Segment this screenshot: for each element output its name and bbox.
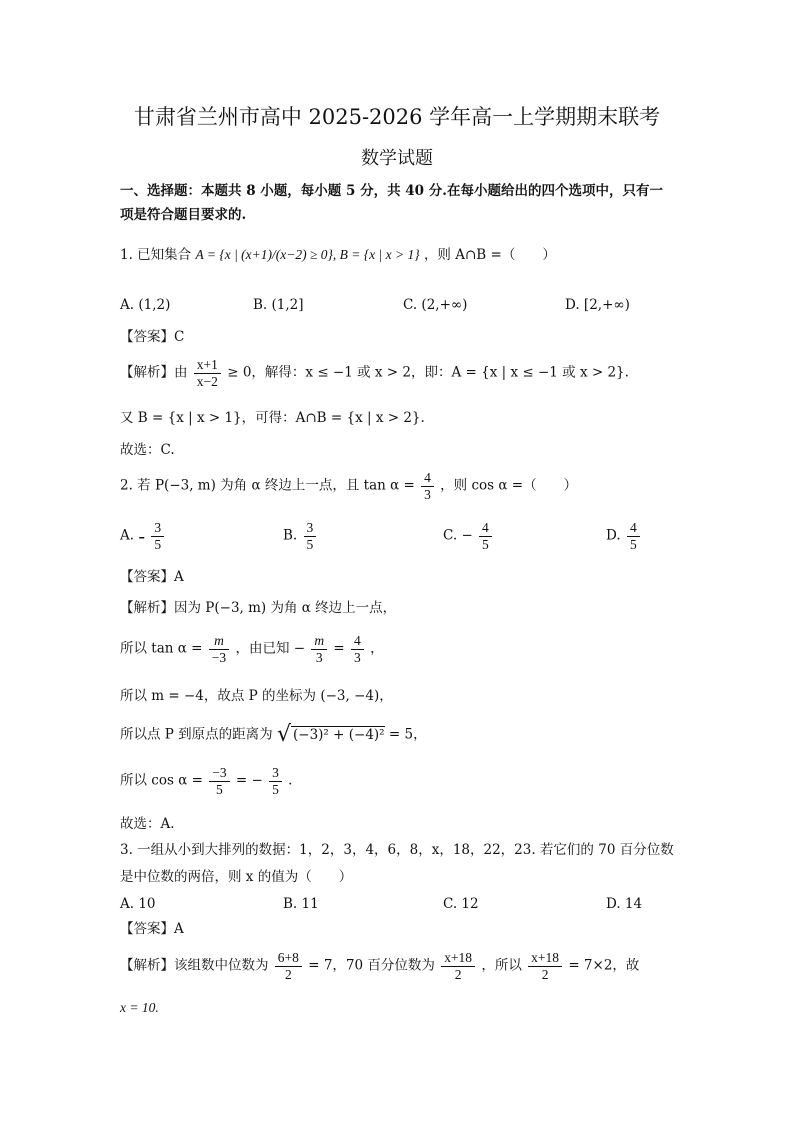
q2-option-a-sign: - [138, 524, 146, 549]
q2-sol2-mid: ，由已知 − [235, 640, 306, 657]
frac-numerator: 4 [479, 520, 492, 537]
q2-answer: 【答案】A [120, 569, 184, 585]
sqrt-icon: √ [276, 722, 291, 747]
q2-option-d [606, 520, 642, 552]
q2-option-d-label: D. [606, 527, 621, 544]
frac-denominator: 2 [454, 966, 462, 982]
q3-stem-line1: 3. 一组从小到大排列的数据：1，2，3，4，6，8，x，18，22，23. 若它们的 70 百分位数 [120, 842, 674, 858]
q1-stem [120, 247, 684, 263]
q2-sol5-fraction1 [209, 765, 229, 797]
q1-solution-line2: 又 B = {x | x > 1}，可得：A∩B = {x | x > 2}. [120, 410, 425, 426]
frac-denominator: 2 [284, 966, 292, 982]
q2-sol2-prefix: 所以 tan α = [120, 640, 203, 657]
q2-tan-fraction [421, 470, 434, 502]
frac-numerator: 4 [421, 470, 434, 487]
q3-percentile-fraction [441, 950, 475, 982]
q2-option-c-fraction [479, 520, 492, 552]
q1-sol-ineq: ≥ 0，解得：x ≤ −1 或 x > 2，即：A = {x | x ≤ −1 或 x > 2}. [227, 364, 629, 381]
frac-numerator: 4 [627, 520, 640, 537]
q3-solution-line2: x = 10. [120, 1000, 159, 1015]
frac-numerator: x+1 [194, 357, 221, 374]
q2-option-c-sign: − [461, 527, 473, 544]
frac-numerator: −3 [209, 765, 229, 782]
q2-stem-suffix: ，则 cos α =（ ） [440, 477, 578, 494]
q2-option-a [120, 520, 166, 552]
q2-sol4-prefix: 所以点 P 到原点的距离为 [120, 726, 273, 743]
q2-option-a-fraction [151, 520, 164, 552]
q1-option-b: B. (1,2] [253, 297, 304, 313]
q2-option-b-label: B. [283, 527, 298, 544]
q2-option-b [283, 520, 318, 552]
q2-solution-line1: 【解析】因为 P(−3, m) 为角 α 终边上一点， [120, 600, 397, 616]
q3-median-fraction [275, 950, 302, 982]
q1-answer: 【答案】C [120, 329, 185, 345]
frac-denominator: 5 [154, 536, 162, 552]
q3-stem-line2: 是中位数的两倍，则 x 的值为（ ） [120, 869, 353, 885]
q1-option-c: C. (2,+∞) [403, 297, 468, 313]
frac-numerator: m [209, 633, 229, 650]
q3-answer: 【答案】A [120, 921, 184, 937]
section-heading-line1: 一、选择题：本题共 8 小题，每小题 5 分，共 40 分.在每小题给出的四个选项中，只有一 [120, 183, 663, 199]
q2-option-a-label: A. [120, 527, 135, 544]
q2-solution-line6: 故选：A. [120, 816, 175, 832]
q3-sol-suffix: = 7×2，故 [568, 957, 640, 974]
q1-option-a: A. (1,2) [120, 297, 171, 313]
q2-sol4-radicand: (−3)² + (−4)² [293, 726, 385, 743]
q3-solution-line1 [120, 950, 684, 982]
q1-solution-line1 [120, 357, 684, 389]
frac-numerator: x+18 [528, 950, 562, 967]
q2-sol2-fraction-43 [351, 633, 364, 665]
q2-solution-line5: 所以 cos α = $\frac{-3}{5}$ = − $\frac{3}{5}$ . [120, 765, 293, 797]
frac-numerator: 3 [269, 765, 282, 782]
q2-sol2-fraction-m [209, 633, 229, 665]
q3-option-d: D. 14 [606, 896, 643, 912]
q2-solution-line3: 所以 m = −4，故点 P 的坐标为 (−3, −4)， [120, 688, 393, 704]
q3-option-c: C. 12 [443, 896, 479, 912]
frac-numerator: 6+8 [275, 950, 302, 967]
frac-denominator: 5 [629, 536, 637, 552]
q3-sol-prefix: 【解析】该组数中位数为 [120, 957, 269, 974]
q2-sol5-prefix: 所以 cos α = [120, 772, 203, 789]
q2-option-c [443, 520, 494, 552]
q3-sol-mid2: ，所以 [481, 957, 522, 974]
frac-denominator: 3 [354, 649, 361, 665]
frac-denominator: 2 [541, 966, 549, 982]
q2-stem [120, 470, 684, 502]
frac-denominator: −3 [211, 649, 227, 665]
frac-numerator: 4 [351, 633, 364, 650]
q1-stem-suffix: ，则 A∩B =（ ） [423, 247, 556, 263]
q1-sol-fraction [194, 357, 221, 389]
q2-sol5-fraction2 [269, 765, 282, 797]
frac-numerator: m [311, 633, 327, 650]
frac-denominator: 5 [306, 536, 314, 552]
frac-numerator: x+18 [441, 950, 475, 967]
q1-sol-prefix: 【解析】由 [120, 364, 188, 381]
q1-sets: A = {x | (x+1)/(x−2) ≥ 0}, B = {x | x > 1} [195, 247, 420, 262]
q2-option-b-fraction [304, 520, 317, 552]
frac-numerator: 3 [304, 520, 317, 537]
q2-solution-line4 [120, 722, 684, 748]
q3-option-a: A. 10 [120, 896, 156, 912]
q2-option-d-fraction [627, 520, 640, 552]
q1-solution-line3: 故选：C. [120, 442, 175, 458]
frac-denominator: 5 [272, 781, 279, 797]
exam-subtitle: 数学试题 [361, 148, 433, 169]
section-heading-line2: 项是符合题目要求的. [120, 207, 247, 223]
frac-numerator: 3 [151, 520, 164, 537]
q1-option-d: D. [2,+∞) [565, 297, 630, 313]
frac-denominator: 5 [216, 781, 223, 797]
q2-sol4-suffix: = 5， [388, 726, 427, 743]
q3-option-b: B. 11 [283, 896, 319, 912]
frac-denominator: 5 [482, 536, 489, 552]
exam-title: 甘肃省兰州市高中 2025-2026 学年高一上学期期末联考 [133, 105, 661, 129]
q2-option-c-label: C. [443, 527, 458, 544]
frac-denominator: x−2 [196, 373, 218, 389]
q1-stem-prefix: 1. 已知集合 [120, 247, 192, 263]
q3-equation-fraction [528, 950, 562, 982]
frac-denominator: 3 [315, 649, 323, 665]
frac-denominator: 3 [424, 486, 431, 502]
q2-sol2-fraction-m3 [311, 633, 327, 665]
q2-stem-prefix: 2. 若 P(−3, m) 为角 α 终边上一点，且 tan α = [120, 477, 415, 494]
q3-sol-mid1: = 7，70 百分位数为 [308, 957, 435, 974]
q2-solution-line2: 所以 tan α = $\frac{m}{-3}$ ，由已知 − $\frac{m}{3}$ = $\frac{4}{3}$ ， [120, 633, 384, 665]
